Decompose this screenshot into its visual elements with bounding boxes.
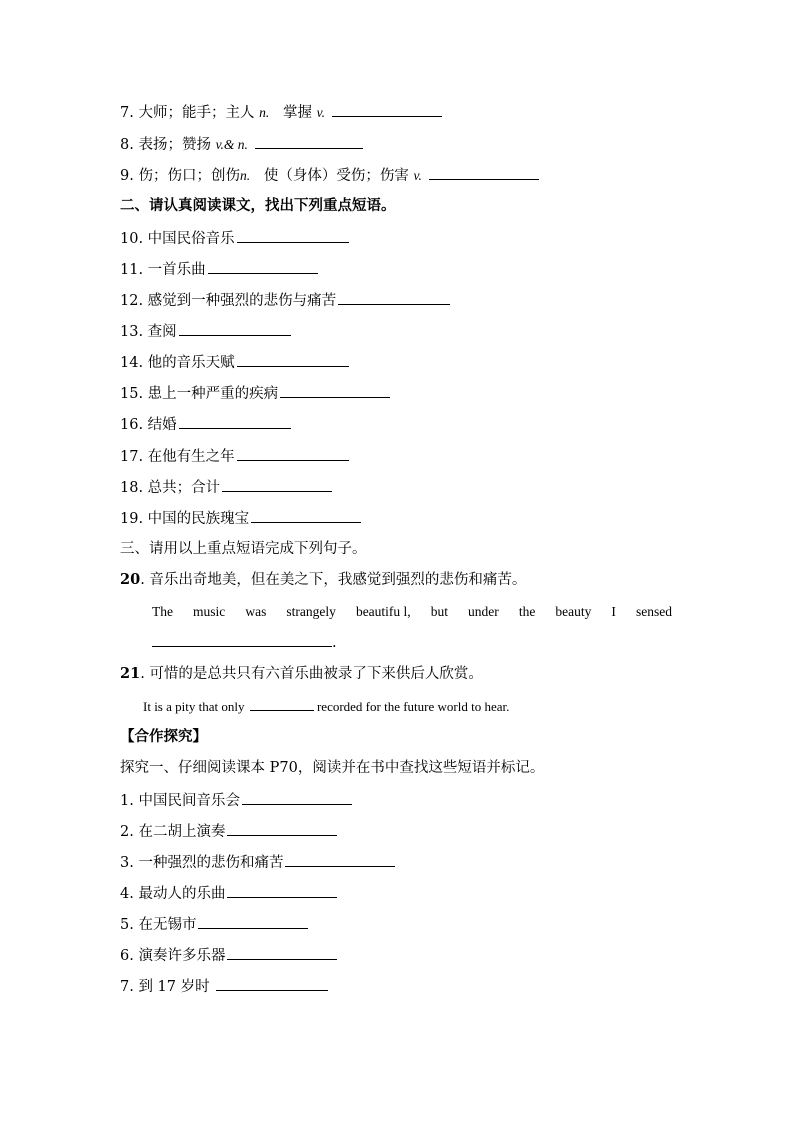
explore-title: 探究一、仔细阅读课本 P70，阅读并在书中查找这些短语并标记。	[120, 760, 545, 776]
explore-item: 6. 演奏许多乐器	[120, 945, 337, 966]
answer-blank[interactable]	[237, 228, 349, 243]
sentence-text: . 可惜的是总共只有六首乐曲被录了下来供后人欣赏。	[140, 666, 483, 682]
answer-blank[interactable]	[179, 321, 291, 336]
answer-blank[interactable]	[429, 165, 539, 180]
phrase-item: 16. 结婚	[120, 414, 291, 435]
answer-blank[interactable]	[237, 446, 349, 461]
part-of-speech: v.& n.	[215, 137, 248, 152]
item-text-2: 掌握	[283, 105, 313, 121]
vocab-item-9	[120, 165, 539, 186]
explore-item: 1. 中国民间音乐会	[120, 790, 352, 811]
answer-blank[interactable]	[251, 508, 361, 523]
answer-blank[interactable]	[198, 914, 308, 929]
item-number: 7.	[120, 105, 134, 121]
phrase-item: 17. 在他有生之年	[120, 446, 349, 467]
answer-blank[interactable]	[227, 945, 337, 960]
answer-blank[interactable]	[237, 352, 349, 367]
explore-item: 5. 在无锡市	[120, 914, 308, 935]
phrase-item: 13. 查阅	[120, 321, 291, 342]
phrase-item: 12. 感觉到一种强烈的悲伤与痛苦	[120, 290, 450, 311]
sentence-21-cn	[120, 664, 483, 684]
part-of-speech-2: v.	[316, 105, 325, 120]
phrase-item: 14. 他的音乐天赋	[120, 352, 349, 373]
section-3-title: 三、请用以上重点短语完成下列句子。	[120, 541, 367, 557]
item-number: 8.	[120, 137, 134, 153]
answer-blank[interactable]	[222, 477, 332, 492]
answer-blank[interactable]	[227, 883, 337, 898]
sentence-20-blank-line: .	[152, 632, 337, 653]
answer-blank[interactable]	[179, 414, 291, 429]
answer-blank[interactable]	[208, 259, 318, 274]
sentence-number: 21	[120, 665, 141, 682]
answer-blank[interactable]	[255, 134, 363, 149]
part-of-speech: n.	[259, 105, 270, 120]
phrase-item: 19. 中国的民族瑰宝	[120, 508, 361, 529]
explore-item: 3. 一种强烈的悲伤和痛苦	[120, 852, 395, 873]
sentence-text: . 音乐出奇地美，但在美之下，我感觉到强烈的悲伤和痛苦。	[140, 572, 527, 588]
answer-blank[interactable]	[285, 852, 395, 867]
item-text-2: 使（身体）受伤；伤害	[263, 168, 409, 184]
explore-item: 2. 在二胡上演奏	[120, 821, 337, 842]
section-2-title: 二、请认真阅读课文，找出下列重点短语。	[120, 197, 396, 214]
sentence-20-cn	[120, 570, 526, 590]
item-number: 9.	[120, 168, 134, 184]
answer-blank[interactable]	[250, 696, 314, 711]
phrase-item: 10. 中国民俗音乐	[120, 228, 349, 249]
explore-item: 4. 最动人的乐曲	[120, 883, 337, 904]
phrase-item: 15. 患上一种严重的疾病	[120, 383, 390, 404]
answer-blank[interactable]	[227, 821, 337, 836]
part-of-speech-2: v.	[413, 168, 422, 183]
phrase-item: 11. 一首乐曲	[120, 259, 318, 280]
item-text: 表扬；赞扬	[138, 137, 211, 153]
item-text: 伤；伤口；创伤	[138, 168, 240, 184]
answer-blank[interactable]	[280, 383, 390, 398]
answer-blank[interactable]	[216, 976, 328, 991]
sentence-20-en: The music was strangely beautifu l, but under the beauty I sensed	[152, 604, 672, 619]
answer-blank[interactable]	[242, 790, 352, 805]
phrase-item: 18. 总共；合计	[120, 477, 332, 498]
sentence-number: 20	[120, 571, 141, 588]
vocab-item-7	[120, 102, 442, 123]
part-of-speech: n.	[239, 168, 251, 183]
answer-blank[interactable]	[152, 632, 332, 647]
explore-item: 7. 到 17 岁时	[120, 976, 328, 997]
vocab-item-8	[120, 134, 363, 155]
sentence-21-en: It is a pity that only recorded for the future world to hear.	[143, 696, 509, 717]
coop-title: 【合作探究】	[120, 728, 207, 745]
item-text: 大师；能手；主人	[138, 105, 255, 121]
answer-blank[interactable]	[332, 102, 442, 117]
answer-blank[interactable]	[338, 290, 450, 305]
